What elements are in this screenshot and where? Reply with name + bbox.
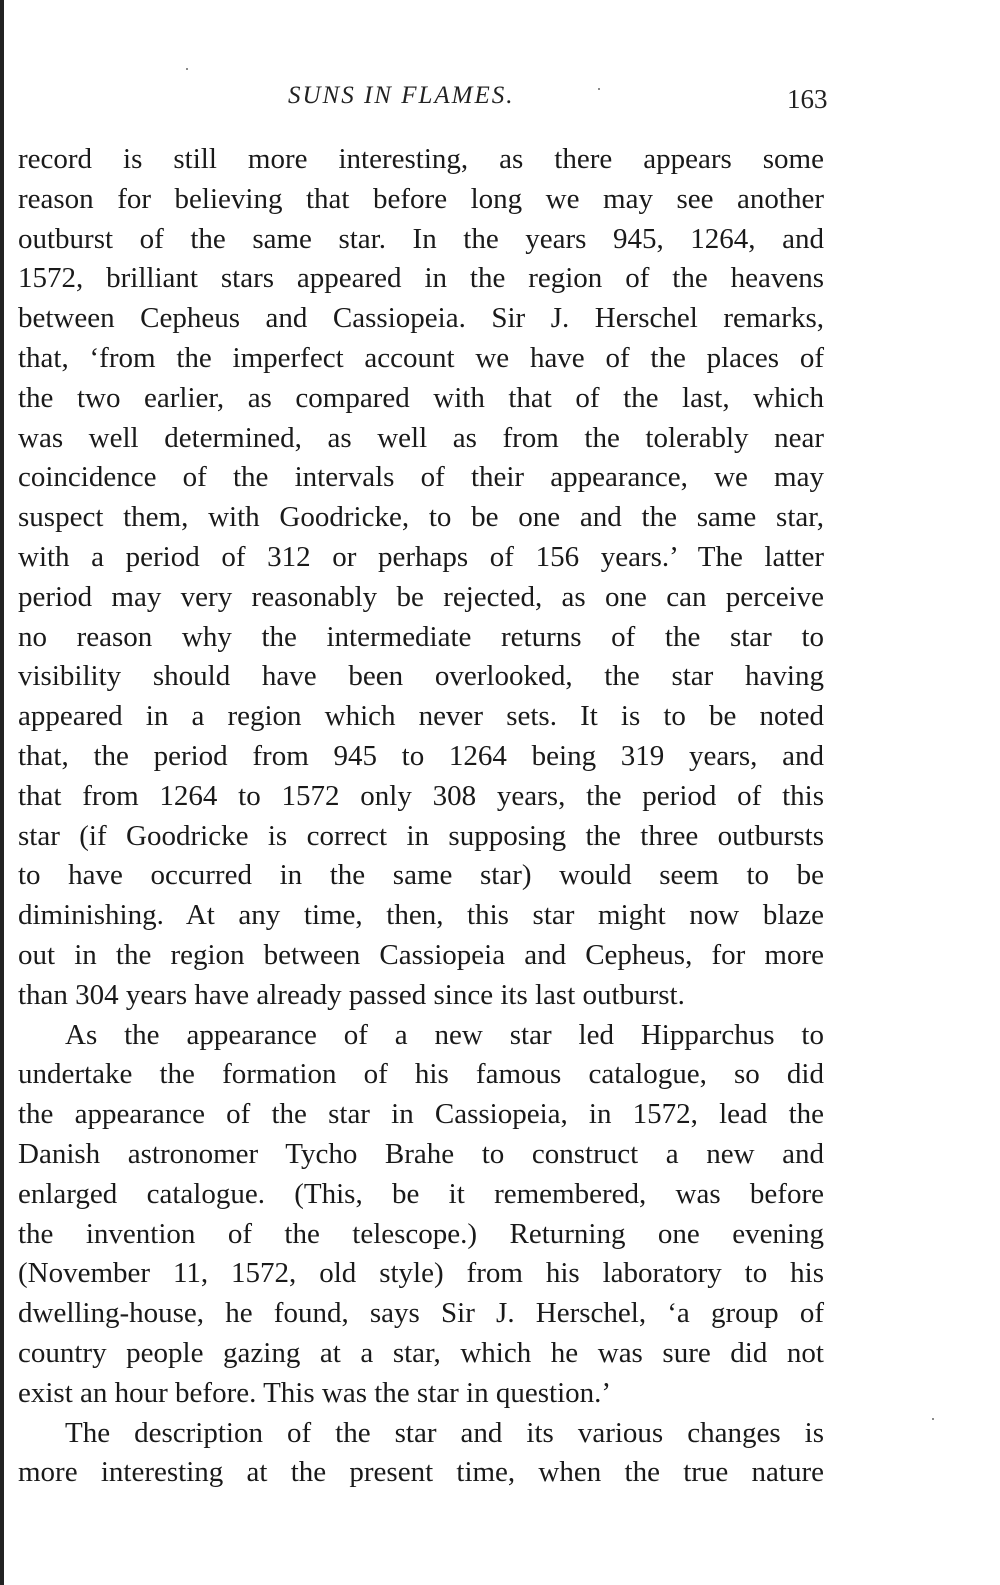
text-line: 1572, brilliant stars appeared in the region of the heavens — [18, 262, 824, 295]
text-line: (November 11, 1572, old style) from his laboratory to his — [18, 1257, 824, 1290]
text-line: more interesting at the present time, when the true nature — [18, 1456, 824, 1489]
text-line: outburst of the same star. In the years 945, 1264, and — [18, 222, 824, 255]
text-line: that, ‘from the imperfect account we have of the places of — [18, 341, 824, 374]
scan-speck — [932, 1418, 934, 1420]
paragraph-start-line: As the appearance of a new star led Hipparchus to — [65, 1018, 824, 1051]
running-title: SUNS IN FLAMES. — [288, 82, 515, 109]
text-line: period may very reasonably be rejected, as one can perceive — [18, 580, 824, 613]
text-line: enlarged catalogue. (This, be it remembered, was before — [18, 1177, 824, 1210]
text-line: reason for believing that before long we may see another — [18, 182, 824, 215]
text-line: country people gazing at a star, which he was sure did not — [18, 1336, 824, 1369]
page-number: 163 — [787, 84, 828, 114]
text-line: the invention of the telescope.) Returning one evening — [18, 1217, 824, 1250]
text-line: no reason why the intermediate returns of the star to — [18, 620, 824, 653]
page-left-edge — [0, 0, 4, 1585]
text-line: was well determined, as well as from the tolerably near — [18, 421, 824, 454]
text-line: with a period of 312 or perhaps of 156 years.’ The latter — [18, 540, 824, 573]
text-line: that from 1264 to 1572 only 308 years, the period of this — [18, 779, 824, 812]
text-line: dwelling-house, he found, says Sir J. Herschel, ‘a group of — [18, 1297, 824, 1330]
text-line: diminishing. At any time, then, this star might now blaze — [18, 899, 824, 932]
text-line: between Cepheus and Cassiopeia. Sir J. Herschel remarks, — [18, 302, 824, 335]
body-text — [18, 140, 824, 1493]
text-line: undertake the formation of his famous catalogue, so did — [18, 1058, 824, 1091]
page-header — [0, 78, 1000, 118]
text-line: suspect them, with Goodricke, to be one and the same star, — [18, 501, 824, 534]
scan-speck — [186, 68, 188, 70]
text-line: Danish astronomer Tycho Brahe to construct a new and — [18, 1137, 824, 1170]
text-line: to have occurred in the same star) would seem to be — [18, 859, 824, 892]
text-line: the two earlier, as compared with that of the last, which — [18, 381, 824, 414]
paragraph-end-line: exist an hour before. This was the star in question.’ — [18, 1376, 612, 1409]
scan-speck — [598, 88, 600, 90]
paragraph-end-line: than 304 years have already passed since its last outburst. — [18, 978, 685, 1011]
paragraph-start-line: The description of the star and its various changes is — [65, 1416, 824, 1449]
text-line: out in the region between Cassiopeia and Cepheus, for more — [18, 938, 824, 971]
text-line: that, the period from 945 to 1264 being 319 years, and — [18, 739, 824, 772]
text-line: coincidence of the intervals of their appearance, we may — [18, 461, 824, 494]
text-line: the appearance of the star in Cassiopeia, in 1572, lead the — [18, 1098, 824, 1131]
text-line: star (if Goodricke is correct in supposing the three outbursts — [18, 819, 824, 852]
text-line: appeared in a region which never sets. It is to be noted — [18, 700, 824, 733]
text-line: record is still more interesting, as there appears some — [18, 143, 824, 175]
text-line: visibility should have been overlooked, the star having — [18, 660, 824, 693]
